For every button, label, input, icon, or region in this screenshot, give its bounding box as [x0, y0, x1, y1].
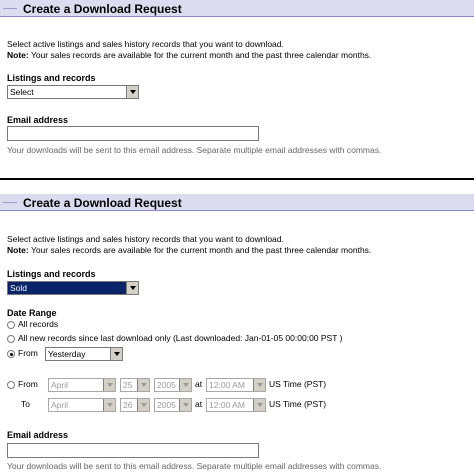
email-field[interactable] [7, 443, 259, 458]
to-year-select[interactable] [154, 398, 192, 412]
radio-from-preset-label: From [18, 348, 38, 358]
listings-select[interactable] [7, 281, 139, 295]
from-month-select[interactable] [48, 378, 116, 392]
to-label: To [21, 399, 30, 409]
note-label: Note: [7, 50, 29, 60]
radio-new-records[interactable] [7, 335, 15, 343]
from-year-select[interactable] [154, 378, 192, 392]
chevron-down-icon[interactable] [110, 348, 122, 360]
note-body: Your sales records are available for the current month and the past three calendar months. [28, 245, 372, 255]
page-title: Create a Download Request [23, 196, 182, 210]
from-time-value: 12:00 AM [209, 380, 245, 390]
radio-all-records[interactable] [7, 321, 15, 329]
radio-custom-range-label: From [18, 379, 38, 389]
from-preset-select[interactable] [45, 347, 123, 361]
chevron-down-icon[interactable] [253, 399, 265, 411]
chevron-down-icon[interactable] [179, 399, 191, 411]
chevron-down-icon[interactable] [103, 399, 115, 411]
from-timezone-text: US Time (PST) [269, 379, 327, 389]
to-time-select[interactable] [206, 398, 266, 412]
to-month-select[interactable] [48, 398, 116, 412]
chevron-down-icon[interactable] [126, 282, 138, 294]
listings-label: Listings and records [7, 73, 96, 83]
header-dash-icon [3, 202, 17, 203]
from-at-text: at [195, 379, 203, 389]
chevron-down-icon[interactable] [137, 399, 149, 411]
from-year-value: 2005 [157, 380, 176, 390]
radio-custom-range[interactable] [7, 381, 15, 389]
download-request-panel-sold [0, 194, 474, 475]
to-day-value: 26 [123, 400, 133, 410]
note-text [7, 50, 371, 61]
to-month-value: April [51, 400, 69, 410]
header-dash-icon [3, 8, 17, 9]
from-day-select[interactable] [120, 378, 150, 392]
email-label: Email address [7, 430, 69, 440]
radio-all-records-label: All records [18, 319, 59, 329]
panel-header [0, 194, 474, 211]
chevron-down-icon[interactable] [126, 86, 138, 98]
from-time-select[interactable] [206, 378, 266, 392]
intro-text: Select active listings and sales history records that you want to download. [7, 39, 284, 49]
to-day-select[interactable] [120, 398, 150, 412]
from-preset-value: Yesterday [48, 349, 86, 359]
email-help-text: Your downloads will be sent to this email address. Separate multiple email addresses with commas. [7, 461, 382, 471]
listings-label: Listings and records [7, 269, 96, 279]
note-body: Your sales records are available for the current month and the past three calendar months. [28, 50, 372, 60]
listings-select[interactable] [7, 85, 139, 99]
intro-text: Select active listings and sales history records that you want to download. [7, 234, 284, 244]
email-field[interactable] [7, 126, 259, 141]
to-time-value: 12:00 AM [209, 400, 245, 410]
chevron-down-icon[interactable] [137, 379, 149, 391]
page-title: Create a Download Request [23, 2, 182, 16]
panel-divider [0, 178, 474, 180]
to-year-value: 2005 [157, 400, 176, 410]
radio-from-preset[interactable] [7, 350, 15, 358]
from-day-value: 25 [123, 380, 133, 390]
to-at-text: at [195, 399, 203, 409]
note-label: Note: [7, 245, 29, 255]
email-label: Email address [7, 115, 69, 125]
chevron-down-icon[interactable] [253, 379, 265, 391]
panel-header [0, 0, 474, 17]
listings-select-value: Select [10, 87, 34, 97]
email-help-text: Your downloads will be sent to this email address. Separate multiple email addresses with commas. [7, 145, 382, 155]
to-timezone-text: US Time (PST) [269, 399, 327, 409]
from-month-value: April [51, 380, 69, 390]
date-range-label: Date Range [7, 308, 57, 318]
note-text [7, 245, 371, 256]
radio-new-records-label: All new records since last download only (Last downloaded: Jan-01-05 00:00:00 PST ) [18, 333, 343, 343]
listings-select-value: Sold [10, 283, 28, 293]
chevron-down-icon[interactable] [103, 379, 115, 391]
chevron-down-icon[interactable] [179, 379, 191, 391]
download-request-panel-initial [0, 0, 474, 175]
